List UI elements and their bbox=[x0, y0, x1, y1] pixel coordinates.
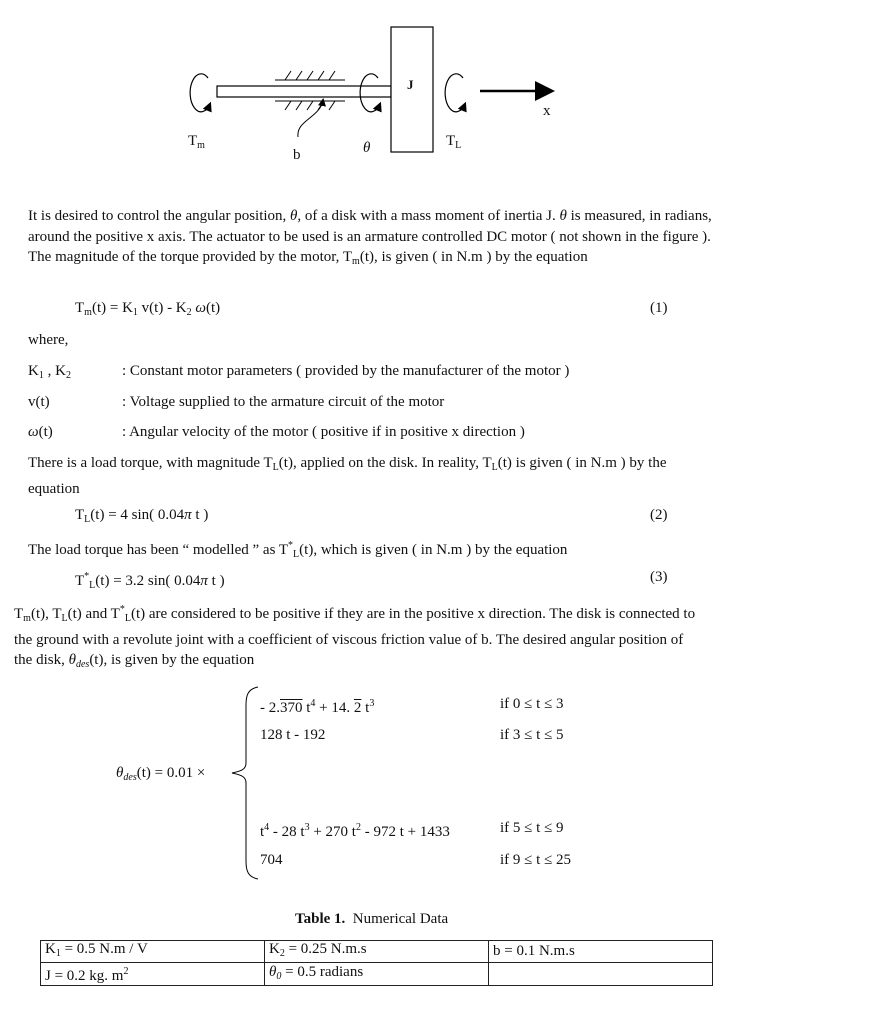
text-run: 128 t - 192 bbox=[260, 727, 326, 743]
text-run: L bbox=[272, 462, 279, 473]
text-run: , K bbox=[43, 363, 66, 379]
text-run: - 2. bbox=[260, 700, 280, 716]
text-run: 370 bbox=[280, 700, 303, 716]
text-run: (t) bbox=[38, 424, 53, 440]
text-run: 4 bbox=[264, 822, 270, 833]
table-cell bbox=[41, 941, 265, 963]
text-run: ω bbox=[195, 300, 206, 316]
def-desc-v: : Voltage supplied to the armature circuit of the motor bbox=[122, 394, 445, 410]
text-run: It is desired to control the angular position, bbox=[28, 208, 291, 224]
text-run: - 28 t bbox=[269, 824, 305, 840]
text-run: T bbox=[75, 507, 85, 523]
text-run: There is a load torque, with magnitude T bbox=[28, 455, 273, 471]
text-run: m bbox=[23, 613, 31, 624]
equation-2-number: (2) bbox=[650, 507, 668, 523]
table-caption-number: Table 1. bbox=[295, 911, 346, 927]
shaft bbox=[217, 86, 391, 97]
text-run: θ bbox=[116, 765, 124, 781]
text-run: (t) are considered to be positive if they are in the positive x direction. The disk is connected to the ground with a revolute joint with a coefficient of viscous friction value of b. The desired angular position of the disk, bbox=[14, 606, 696, 668]
paragraph-intro bbox=[28, 206, 718, 273]
text-run: (t), is given ( in N.m ) by the equation bbox=[359, 249, 588, 265]
text-run: J = 0.2 kg. m bbox=[45, 968, 124, 984]
text-run: * bbox=[119, 604, 125, 615]
equation-3-number: (3) bbox=[650, 569, 668, 585]
text-run: θ bbox=[269, 963, 277, 980]
text-run: + 14. bbox=[315, 700, 354, 716]
case-expr-4 bbox=[260, 850, 283, 870]
label-b bbox=[293, 145, 301, 165]
text-run: T bbox=[188, 133, 198, 149]
table-cell bbox=[265, 963, 489, 986]
def-desc-k: : Constant motor parameters ( provided by the manufacturer of the motor ) bbox=[122, 363, 570, 379]
text-run: K bbox=[45, 941, 56, 957]
equation-2 bbox=[75, 505, 208, 530]
text-run: * bbox=[288, 540, 294, 551]
table-caption bbox=[295, 909, 448, 929]
text-run: 3 bbox=[369, 698, 375, 709]
load-torque-arrow-icon bbox=[445, 74, 465, 112]
text-run: t bbox=[361, 700, 370, 716]
text-run: 2 bbox=[123, 966, 129, 977]
text-run: L bbox=[89, 580, 96, 591]
text-run: K bbox=[269, 941, 280, 957]
paragraph-model bbox=[28, 536, 567, 565]
table-row bbox=[41, 963, 713, 986]
case-cond-2: if 3 ≤ t ≤ 5 bbox=[500, 727, 564, 743]
equation-3 bbox=[75, 567, 225, 596]
label-x bbox=[543, 101, 551, 121]
text-run: (t), is given by the equation bbox=[89, 652, 255, 668]
text-run: L bbox=[491, 462, 498, 473]
equation-1-number: (1) bbox=[650, 300, 668, 316]
text-run: (t) = 0.01 × bbox=[136, 765, 206, 781]
text-run: θ bbox=[559, 208, 567, 224]
text-run: θ bbox=[290, 208, 298, 224]
text-run: θ bbox=[363, 140, 371, 156]
text-run: (t), T bbox=[30, 606, 62, 622]
text-run: t bbox=[260, 824, 265, 840]
case-expr-1 bbox=[260, 694, 374, 718]
case-cond-4: if 9 ≤ t ≤ 25 bbox=[500, 852, 572, 868]
text-run: v(t) bbox=[28, 394, 50, 410]
text-run: des bbox=[123, 772, 137, 783]
case-cond-3: if 5 ≤ t ≤ 9 bbox=[500, 820, 564, 836]
text-run: v(t) - K bbox=[137, 300, 187, 316]
text-run: L bbox=[61, 613, 68, 624]
table-cell bbox=[265, 941, 489, 963]
text-run: L bbox=[293, 549, 300, 560]
label-j bbox=[407, 75, 414, 95]
piecewise-lhs bbox=[116, 763, 205, 788]
text-run: m bbox=[84, 307, 92, 318]
text-run: (t), which is given ( in N.m ) by the equation bbox=[299, 542, 568, 558]
text-run: x bbox=[543, 103, 551, 119]
motor-torque-arrow-icon bbox=[190, 74, 210, 112]
table-cell bbox=[489, 963, 713, 986]
text-run: 1 bbox=[132, 307, 138, 318]
text-run: ω bbox=[28, 424, 39, 440]
text-run: , of a disk with a mass moment of inertia J. bbox=[297, 208, 560, 224]
text-run: (t) and T bbox=[67, 606, 120, 622]
text-run: T bbox=[75, 300, 85, 316]
text-run: 704 bbox=[260, 852, 283, 868]
text-run: (t) is given ( in N.m ) by the equation bbox=[28, 455, 667, 497]
text-run: 1 bbox=[38, 370, 44, 381]
text-run: is measured, in radians, around the positive x axis. The actuator to be used is an armature controlled DC motor ( not shown in the figure ). The magnitude of the torque provided by the motor, T bbox=[28, 208, 712, 265]
text-run: 1 bbox=[55, 948, 61, 959]
text-run: T bbox=[75, 573, 85, 589]
equation-1 bbox=[75, 298, 220, 323]
text-run: 0 bbox=[276, 970, 282, 982]
text-run: 2 bbox=[355, 822, 361, 833]
text-run: (t) = 4 sin( 0.04 bbox=[90, 507, 185, 523]
text-run: T bbox=[446, 133, 456, 149]
text-run: 2 bbox=[186, 307, 192, 318]
case-cond-1: if 0 ≤ t ≤ 3 bbox=[500, 696, 564, 712]
def-symbol-omega bbox=[28, 422, 53, 442]
def-desc-omega: : Angular velocity of the motor ( positive if in positive x direction ) bbox=[122, 424, 525, 440]
label-tl bbox=[446, 131, 461, 156]
text-run: = 0.5 N.m / V bbox=[60, 941, 148, 957]
text-run: (t) = 3.2 sin( 0.04 bbox=[95, 573, 201, 589]
case-expr-3 bbox=[260, 818, 450, 842]
bearing-damper bbox=[275, 71, 345, 137]
curly-brace bbox=[230, 685, 260, 881]
case-expr-2 bbox=[260, 725, 325, 745]
text-run: L bbox=[84, 514, 91, 525]
paragraph-sign-convention bbox=[14, 600, 704, 676]
text-run: 2 bbox=[279, 948, 285, 959]
text-run: b = 0.1 N.m.s bbox=[493, 943, 575, 959]
table-row bbox=[41, 941, 713, 963]
text-run: 2 bbox=[353, 700, 362, 716]
text-run: T bbox=[14, 606, 24, 622]
numerical-data-table bbox=[40, 940, 713, 986]
text-run: = 0.5 radians bbox=[281, 963, 364, 980]
text-run: (t), applied on the disk. In reality, T bbox=[278, 455, 492, 471]
text-run: L bbox=[455, 140, 462, 151]
text-run: θ bbox=[68, 652, 76, 668]
text-run: + 270 t bbox=[309, 824, 356, 840]
table-cell bbox=[41, 963, 265, 986]
text-run: π bbox=[200, 573, 208, 589]
label-tm bbox=[188, 131, 205, 156]
text-run: The load torque has been “ modelled ” as T bbox=[28, 542, 289, 558]
def-symbol-v bbox=[28, 392, 50, 412]
text-run: 4 bbox=[310, 698, 316, 709]
text-run: 2 bbox=[65, 370, 71, 381]
text-run: m bbox=[197, 140, 205, 151]
text-run: L bbox=[124, 613, 131, 624]
text-run: t ) bbox=[207, 573, 225, 589]
text-run: J bbox=[407, 77, 414, 92]
text-run: des bbox=[75, 659, 90, 670]
rotational-system-diagram bbox=[0, 0, 869, 180]
paragraph-load-torque bbox=[28, 453, 718, 499]
label-theta bbox=[363, 138, 370, 158]
table-cell bbox=[489, 941, 713, 963]
text-run: K bbox=[28, 363, 39, 379]
def-symbol-k bbox=[28, 361, 71, 386]
text-run: m bbox=[352, 256, 360, 267]
text-run: π bbox=[184, 507, 192, 523]
text-run: b bbox=[293, 147, 301, 163]
text-run: (t) = K bbox=[91, 300, 133, 316]
text-run: = 0.25 N.m.s bbox=[284, 941, 367, 957]
text-run: 3 bbox=[304, 822, 310, 833]
table-caption-title: Numerical Data bbox=[352, 911, 449, 927]
where-label: where, bbox=[28, 332, 69, 348]
text-run: - 972 t + 1433 bbox=[360, 824, 450, 840]
text-run: (t) bbox=[206, 300, 221, 316]
text-run: t bbox=[302, 700, 311, 716]
text-run: t ) bbox=[191, 507, 209, 523]
text-run: * bbox=[84, 571, 90, 582]
